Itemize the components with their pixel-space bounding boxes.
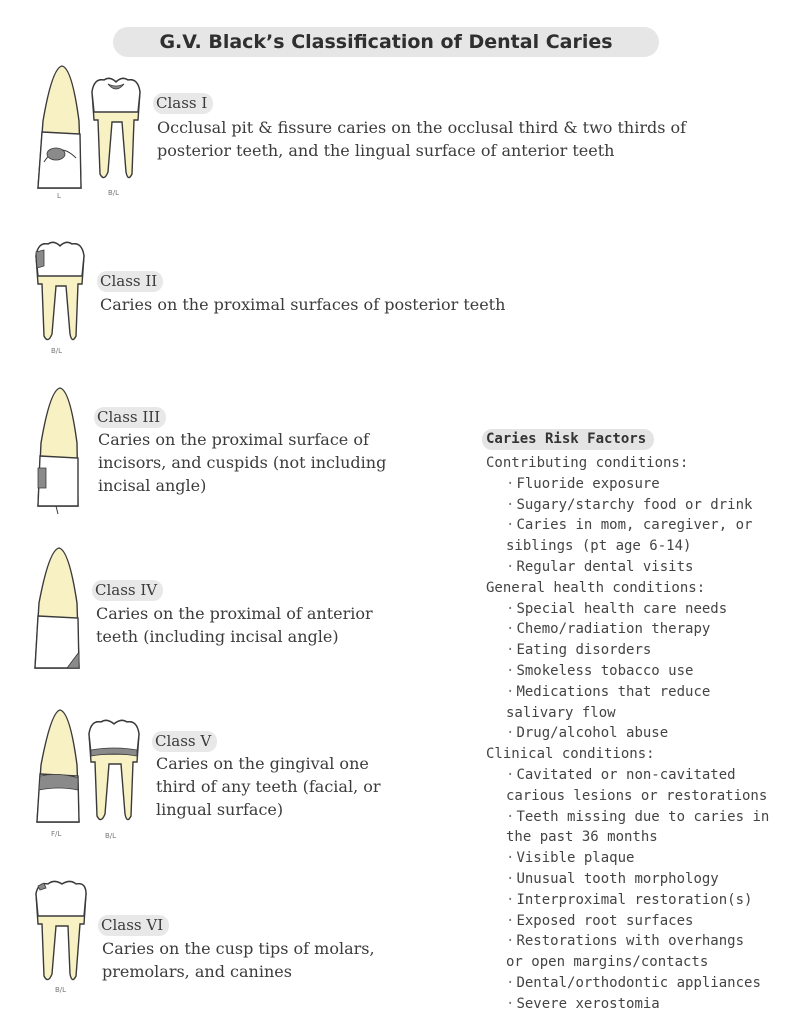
class-ii-heading: Class II: [97, 271, 163, 292]
class-iv-heading: Class IV: [92, 580, 163, 601]
incisor-illustration: [33, 710, 83, 826]
risk-section-heading: Clinical conditions:: [486, 746, 655, 763]
view-label: B/L: [51, 347, 63, 355]
class-iii-heading: Class III: [94, 407, 166, 428]
risk-factor-item: · Special health care needs: [486, 599, 786, 620]
risk-factor-item: · Teeth missing due to caries in: [486, 807, 786, 828]
class-vi-description: Caries on the cusp tips of molars, premolars, and canines: [102, 939, 375, 981]
molar-illustration: [32, 238, 88, 346]
class-v-heading: Class V: [152, 731, 217, 752]
molar-illustration: [85, 716, 143, 826]
risk-factor-item: · Fluoride exposure: [486, 474, 786, 495]
risk-factor-item: · Unusual tooth morphology: [486, 869, 786, 890]
risk-factor-item: · Caries in mom, caregiver, or: [486, 515, 786, 536]
risk-factor-item: siblings (pt age 6-14): [506, 538, 692, 555]
risk-factor-item: · Interproximal restoration(s): [486, 890, 786, 911]
view-label: L: [57, 192, 61, 200]
risk-factor-item: · Visible plaque: [486, 848, 786, 869]
incisor-lingual-illustration: [34, 66, 84, 191]
risk-factor-item: · Chemo/radiation therapy: [486, 619, 786, 640]
risk-factor-item: · Regular dental visits: [486, 557, 786, 578]
incisor-illustration: [31, 548, 85, 673]
risk-factor-item: · Sugary/starchy food or drink: [486, 495, 786, 516]
risk-section-heading: General health conditions:: [486, 579, 706, 596]
risk-factor-item: the past 36 months: [506, 829, 658, 846]
view-label: B/L: [55, 986, 67, 994]
risk-factor-item: · Dental/orthodontic appliances: [486, 973, 786, 994]
risk-factor-item: · Exposed root surfaces: [486, 911, 786, 932]
risk-factors-list: [486, 453, 786, 1015]
risk-factor-item: · Cavitated or non-cavitated: [486, 765, 786, 786]
risk-factor-item: carious lesions or restorations: [506, 787, 768, 804]
class-iii-description: Caries on the proximal surface of incisors, and cuspids (not including incisal angle): [98, 430, 387, 495]
risk-factor-item: · Restorations with overhangs: [486, 931, 786, 952]
view-label: F/L: [51, 830, 62, 838]
class-ii-description: Caries on the proximal surfaces of posterior teeth: [100, 295, 506, 314]
risk-factor-item: · Drug/alcohol abuse: [486, 723, 786, 744]
class-iv-description: Caries on the proximal of anterior teeth (including incisal angle): [96, 604, 373, 646]
risk-factors-heading: Caries Risk Factors: [482, 429, 654, 450]
view-label: B/L: [108, 189, 120, 197]
molar-illustration: [88, 74, 144, 186]
risk-factor-item: or open margins/contacts: [506, 954, 709, 971]
view-label: B/L: [105, 832, 117, 840]
risk-factor-item: · Medications that reduce: [486, 682, 786, 703]
page-title: G.V. Black’s Classification of Dental Caries: [113, 27, 659, 57]
risk-factor-item: · Eating disorders: [486, 640, 786, 661]
class-i-description: Occlusal pit & fissure caries on the occlusal third & two thirds of posterior teeth, and the lingual surface of anterior teeth: [157, 118, 687, 160]
class-vi-heading: Class VI: [98, 915, 169, 936]
risk-factor-item: salivary flow: [506, 704, 616, 721]
premolar-illustration: [32, 878, 90, 986]
risk-factor-item: · Smokeless tobacco use: [486, 661, 786, 682]
incisor-illustration: [32, 388, 84, 516]
class-i-heading: Class I: [153, 93, 213, 114]
class-v-description: Caries on the gingival one third of any teeth (facial, or lingual surface): [156, 754, 381, 819]
risk-factor-item: · Severe xerostomia: [486, 994, 786, 1015]
risk-section-heading: Contributing conditions:: [486, 455, 689, 471]
